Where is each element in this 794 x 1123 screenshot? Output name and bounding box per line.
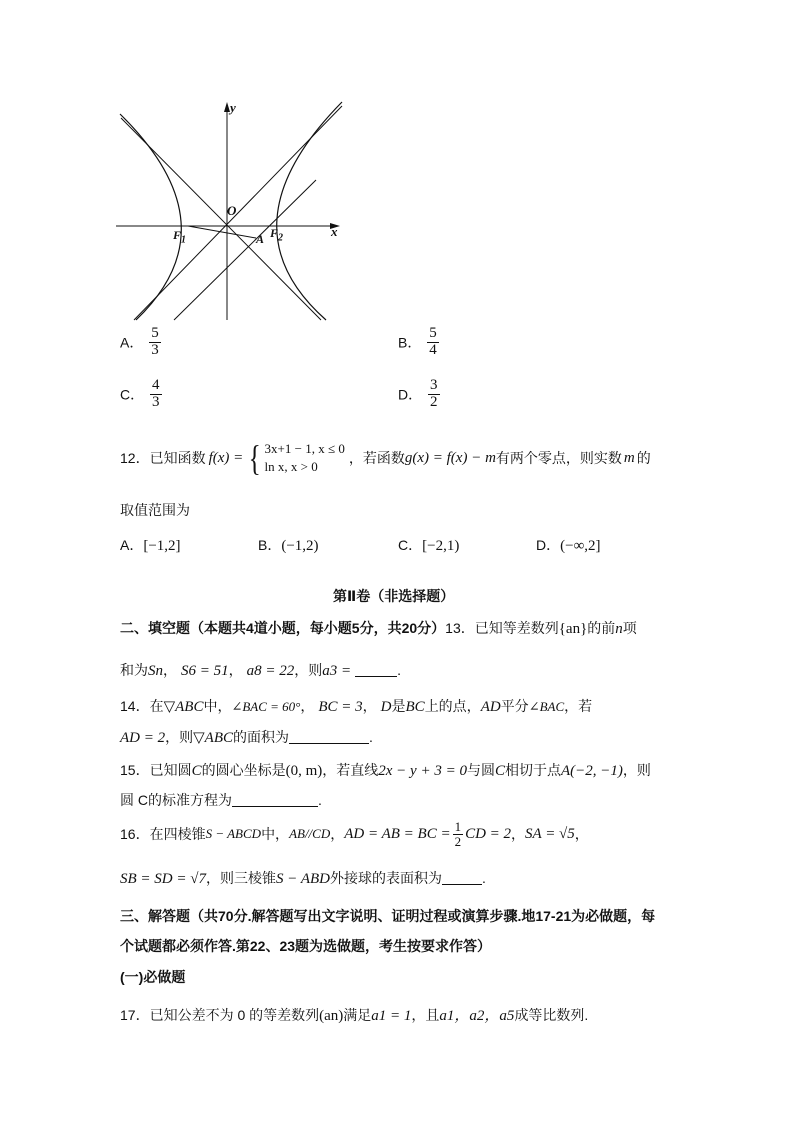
q15-line: 2x − y + 3 = 0 [378,763,467,779]
q14-d2: 上的点， [424,698,481,714]
q17-a: 17．已知公差不为 0 的等差数列 [120,1007,320,1023]
q15-g: ，则 [622,762,651,778]
option-d-denominator: 2 [430,393,438,410]
f1-letter: F [173,228,182,242]
q12-option-a-value: [−1,2] [143,538,181,554]
hyperbola-right-branch [277,102,342,320]
q11-option-a[interactable] [120,326,163,359]
q16-b: 中， [261,826,290,843]
option-b-denominator: 4 [429,341,437,358]
q16-pyr2: S − ABD [275,871,330,887]
q12-option-c[interactable] [398,535,459,555]
x-axis-label: x [331,224,338,239]
q16-d: 外接球的表面积为 [330,870,442,886]
q17-c: ，且 [411,1007,440,1023]
q15-line2-text: 圆 C的标准方程为 [120,792,232,808]
q12-option-c-letter: C． [398,537,423,553]
q17-b: 满足 [343,1007,372,1023]
q15-d: ，若直线 [322,762,379,778]
q16-cd: CD = 2 [465,825,512,842]
q14-ad2: AD = 2 [120,730,166,746]
fill-in-heading: 二、填空题（本题共4道小题，每小题5分，共20分） [120,620,446,636]
q13-a3: a3 = [322,663,352,679]
q13-answer-blank[interactable] [355,662,397,677]
q14-line1: 14．在▽ABC中，∠BAC = 60°， BC = 3， D是BC上的点，AD平分∠BAC，若 [120,698,593,715]
q12-fx: f(x) = [208,449,244,466]
q12-suffix2: 的 [636,450,651,467]
q13-s6: S6 = 51 [181,663,229,679]
option-c-letter: C． [120,386,145,403]
q12-option-c-value: [−2,1) [422,538,460,554]
hyperbola-left-branch [120,114,181,320]
q15-b: 的圆心坐标是 [201,762,286,778]
q13-n: n [615,621,623,637]
q15-pt: A(−2, −1) [560,763,623,779]
option-d-numerator: 3 [430,377,438,393]
y-axis-label: y [230,100,236,115]
q11-option-c[interactable] [120,378,164,411]
f1-subscript: 1 [181,234,187,246]
f2-letter: F [270,226,279,240]
q16-c: ，则三棱锥 [205,870,276,886]
q15-c: C [191,763,202,779]
q13-c: 项 [622,620,637,636]
a-point-label: A [256,232,265,246]
q13-a: 13．已知等差数列 [445,620,559,636]
section3-heading-line1: 三、解答题（共70分.解答题写出文字说明、证明过程或演算步骤.地17-21为必做题，每 [120,908,656,924]
q12-option-d[interactable] [536,535,601,555]
option-c-fraction [150,378,162,411]
option-d-letter: D． [398,386,423,403]
q12-case2: ln x, x > 0 [264,459,318,475]
q17-seq: (an) [319,1008,344,1024]
option-b-fraction [427,326,439,359]
q14-e: 平分 [500,698,529,714]
q14-bc: BC = 3 [318,699,363,715]
q16-sbsd: SB = SD = √7 [120,871,206,887]
q13-line2: 和为Sn， S6 = 51， a8 = 22，则a3 = . [120,662,402,679]
q12-option-b[interactable] [258,535,319,555]
q11-option-b[interactable] [398,326,441,359]
q14-ad: AD [480,699,501,715]
q12-piecewise [246,438,345,479]
option-c-numerator: 4 [152,377,160,393]
q15-line2: 圆 C的标准方程为 . [120,792,322,808]
q12-option-a-letter: A． [120,537,144,553]
q17-terms: a1，a2，a5 [439,1008,515,1024]
q12-option-a[interactable] [120,535,181,555]
q12-cases [265,440,345,476]
q14-f: ，若 [564,698,593,714]
q16-line1: 16．在四棱锥 S − ABCD 中， AB//CD ， AD = AB = BC = $\frac{1}{2}$ CD = 2 ， SA = √5 ， [120,819,589,849]
q12-option-b-letter: B． [258,537,282,553]
q16-half [453,820,464,848]
q14-g: ，则 [165,729,194,745]
q16-pyr: S − ABCD [205,826,262,842]
q12-m: m [623,449,635,466]
q16-answer-blank[interactable] [442,870,482,885]
origin-label: O [227,203,237,218]
q16-line2: SB = SD = √7，则三棱锥S − ABD外接球的表面积为 . [120,870,486,887]
q15-center: (0, m) [285,763,323,779]
f1-label [173,228,186,245]
option-d-fraction [428,378,440,411]
q12-gx: g(x) = f(x) − m [404,449,496,466]
q13-sn: Sn [148,663,163,679]
q15-e: 与圆 [466,762,495,778]
q14-a: 14．在 [120,698,164,714]
q16-eq: AD = AB = BC = [344,825,451,842]
q17-line1 [120,1004,588,1025]
q15-line1 [120,760,651,780]
q12-option-d-letter: D． [536,537,561,553]
q12-option-d-value: (−∞,2] [560,538,601,554]
q14-tri: ▽ABC [163,699,204,715]
q14-tri2: ▽ABC [193,730,233,746]
q16-par: AB//CD [289,826,331,842]
section3-subheading: (一)必做题 [120,969,186,985]
q14-angle: ∠BAC = 60° [231,699,301,714]
q15-answer-blank[interactable] [232,792,318,807]
q14-angle2: ∠BAC [528,699,565,714]
q14-b: 中， [203,698,232,714]
q13-line1 [120,618,637,638]
hyperbola-figure [116,98,348,323]
q14-line2: AD = 2，则▽ABC的面积为 . [120,729,373,746]
q16-sa: SA = √5 [525,825,575,842]
q16-half-denominator: 2 [454,833,462,849]
q12-stem-line1 [120,438,651,479]
q14-c: 是 [391,698,406,714]
option-a-fraction [149,326,161,359]
q14-d: D [380,699,392,715]
q16-a: 16．在四棱锥 [120,826,206,843]
option-b-letter: B． [398,334,422,351]
line-through-A [174,180,316,320]
section3-heading-line2: 个试题都必须作答.第22、23题为选做题，考生按要求作答） [120,938,492,954]
option-a-numerator: 5 [151,325,159,341]
q15-f: 相切于点 [504,762,561,778]
q12-brace: { [248,438,261,479]
q13-then: ，则 [294,662,323,678]
q17-a1: a1 = 1 [371,1008,412,1024]
q11-option-d[interactable] [398,378,442,411]
q14-answer-blank[interactable] [289,729,369,744]
f2-subscript: 2 [278,232,284,244]
section2-title: 第Ⅱ卷（非选择题） [333,588,455,604]
option-a-denominator: 3 [151,341,159,358]
q13-b: 的前 [587,620,616,636]
option-b-numerator: 5 [429,325,437,341]
q15-c2: C [494,763,505,779]
q13-line2-a: 和为 [120,662,148,678]
q15-a: 15．已知圆 [120,762,192,778]
q12-case1: 3x+1 − 1, x ≤ 0 [264,441,345,456]
q12-prefix: 12．已知函数 [120,450,206,467]
q13-a8: a8 = 22 [246,663,295,679]
segment-F1A [188,226,256,238]
q13-seq: {an} [558,621,588,637]
q17-d: 成等比数列. [514,1007,589,1023]
option-c-denominator: 3 [152,393,160,410]
q12-mid: ，若函数 [348,450,405,467]
q12-stem-line2: 取值范围为 [120,502,190,518]
f2-label [270,226,283,243]
q16-half-numerator: 1 [454,819,462,834]
q12-option-b-value: (−1,2) [281,538,319,554]
q12-suffix1: 有两个零点，则实数 [495,450,622,467]
q14-bc2: BC [405,699,425,715]
q14-h: 的面积为 [233,729,289,745]
option-a-letter: A． [120,334,144,351]
